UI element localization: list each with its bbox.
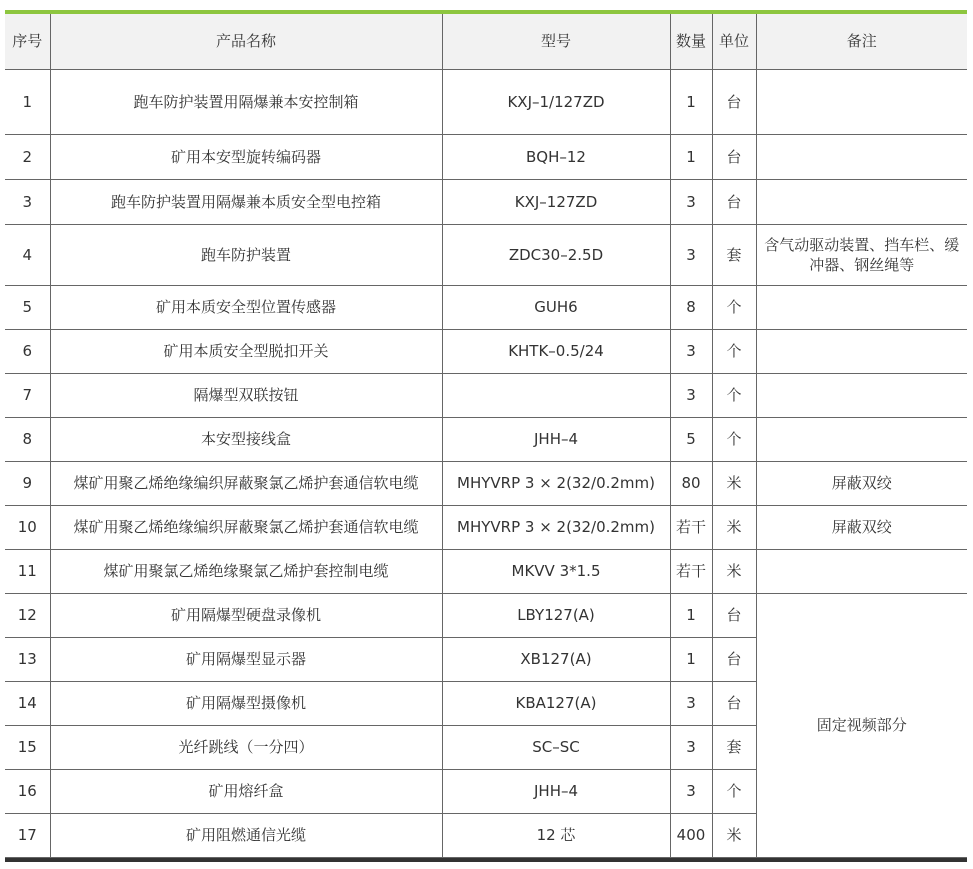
cell-index: 2	[5, 134, 50, 179]
cell-model: MHYVRP 3 × 2(32/0.2mm)	[442, 461, 670, 505]
table-row	[5, 505, 967, 549]
cell-model: ZDC30–2.5D	[442, 224, 670, 285]
cell-unit: 个	[712, 329, 756, 373]
cell-note	[756, 285, 967, 329]
cell-unit: 个	[712, 417, 756, 461]
cell-name: 跑车防护装置用隔爆兼本质安全型电控箱	[50, 179, 442, 224]
cell-model: KXJ–127ZD	[442, 179, 670, 224]
table-row	[5, 593, 967, 637]
cell-unit: 米	[712, 813, 756, 857]
cell-note	[756, 179, 967, 224]
bottom-rule	[5, 858, 967, 862]
cell-index: 8	[5, 417, 50, 461]
cell-index: 14	[5, 681, 50, 725]
cell-name: 隔爆型双联按钮	[50, 373, 442, 417]
header-model: 型号	[442, 14, 670, 69]
spec-table-container	[5, 10, 967, 862]
header-qty: 数量	[670, 14, 712, 69]
cell-unit: 米	[712, 549, 756, 593]
cell-note	[756, 549, 967, 593]
cell-name: 本安型接线盒	[50, 417, 442, 461]
cell-qty: 80	[670, 461, 712, 505]
cell-index: 9	[5, 461, 50, 505]
cell-model: KXJ–1/127ZD	[442, 69, 670, 134]
cell-qty: 1	[670, 593, 712, 637]
cell-unit: 套	[712, 725, 756, 769]
cell-model: 12 芯	[442, 813, 670, 857]
cell-name: 光纤跳线（一分四）	[50, 725, 442, 769]
cell-index: 7	[5, 373, 50, 417]
cell-index: 16	[5, 769, 50, 813]
cell-qty: 3	[670, 224, 712, 285]
cell-model: LBY127(A)	[442, 593, 670, 637]
cell-index: 10	[5, 505, 50, 549]
cell-note: 屏蔽双绞	[756, 505, 967, 549]
cell-unit: 台	[712, 179, 756, 224]
cell-model: JHH–4	[442, 417, 670, 461]
cell-qty: 若干	[670, 505, 712, 549]
cell-index: 15	[5, 725, 50, 769]
table-row	[5, 461, 967, 505]
cell-name: 矿用本质安全型脱扣开关	[50, 329, 442, 373]
cell-note	[756, 329, 967, 373]
header-unit: 单位	[712, 14, 756, 69]
cell-qty: 1	[670, 637, 712, 681]
cell-unit: 米	[712, 461, 756, 505]
cell-unit: 台	[712, 134, 756, 179]
cell-name: 煤矿用聚乙烯绝缘编织屏蔽聚氯乙烯护套通信软电缆	[50, 461, 442, 505]
cell-unit: 台	[712, 681, 756, 725]
cell-qty: 8	[670, 285, 712, 329]
table-row	[5, 373, 967, 417]
cell-unit: 台	[712, 637, 756, 681]
cell-qty: 5	[670, 417, 712, 461]
header-note: 备注	[756, 14, 967, 69]
cell-qty: 3	[670, 725, 712, 769]
cell-index: 5	[5, 285, 50, 329]
cell-model: GUH6	[442, 285, 670, 329]
cell-model	[442, 373, 670, 417]
table-header-row	[5, 14, 967, 69]
cell-note	[756, 134, 967, 179]
cell-name: 矿用本质安全型位置传感器	[50, 285, 442, 329]
cell-model: SC–SC	[442, 725, 670, 769]
cell-name: 矿用熔纤盒	[50, 769, 442, 813]
table-row	[5, 329, 967, 373]
cell-note: 屏蔽双绞	[756, 461, 967, 505]
cell-note-merged: 固定视频部分	[756, 593, 967, 857]
cell-note	[756, 69, 967, 134]
table-row	[5, 179, 967, 224]
cell-name: 矿用隔爆型摄像机	[50, 681, 442, 725]
table-row	[5, 224, 967, 285]
cell-qty: 1	[670, 134, 712, 179]
cell-unit: 个	[712, 285, 756, 329]
table-row	[5, 69, 967, 134]
cell-qty: 3	[670, 179, 712, 224]
cell-qty: 400	[670, 813, 712, 857]
cell-name: 矿用隔爆型显示器	[50, 637, 442, 681]
table-row	[5, 134, 967, 179]
cell-qty: 3	[670, 769, 712, 813]
cell-name: 矿用阻燃通信光缆	[50, 813, 442, 857]
cell-qty: 1	[670, 69, 712, 134]
product-spec-table	[5, 14, 967, 858]
cell-index: 11	[5, 549, 50, 593]
cell-name: 煤矿用聚乙烯绝缘编织屏蔽聚氯乙烯护套通信软电缆	[50, 505, 442, 549]
cell-unit: 套	[712, 224, 756, 285]
cell-qty: 若干	[670, 549, 712, 593]
cell-note: 含气动驱动装置、挡车栏、缓冲器、钢丝绳等	[756, 224, 967, 285]
table-row	[5, 549, 967, 593]
cell-index: 17	[5, 813, 50, 857]
cell-unit: 台	[712, 593, 756, 637]
cell-model: BQH–12	[442, 134, 670, 179]
table-row	[5, 417, 967, 461]
cell-unit: 台	[712, 69, 756, 134]
cell-index: 12	[5, 593, 50, 637]
cell-name: 矿用隔爆型硬盘录像机	[50, 593, 442, 637]
cell-model: JHH–4	[442, 769, 670, 813]
cell-unit: 个	[712, 373, 756, 417]
cell-index: 1	[5, 69, 50, 134]
header-name: 产品名称	[50, 14, 442, 69]
cell-qty: 3	[670, 373, 712, 417]
cell-name: 跑车防护装置	[50, 224, 442, 285]
cell-model: MHYVRP 3 × 2(32/0.2mm)	[442, 505, 670, 549]
cell-model: KBA127(A)	[442, 681, 670, 725]
cell-unit: 米	[712, 505, 756, 549]
cell-model: KHTK–0.5/24	[442, 329, 670, 373]
cell-qty: 3	[670, 681, 712, 725]
cell-name: 跑车防护装置用隔爆兼本安控制箱	[50, 69, 442, 134]
cell-name: 煤矿用聚氯乙烯绝缘聚氯乙烯护套控制电缆	[50, 549, 442, 593]
cell-index: 13	[5, 637, 50, 681]
cell-model: XB127(A)	[442, 637, 670, 681]
cell-unit: 个	[712, 769, 756, 813]
cell-index: 6	[5, 329, 50, 373]
cell-index: 4	[5, 224, 50, 285]
cell-index: 3	[5, 179, 50, 224]
cell-name: 矿用本安型旋转编码器	[50, 134, 442, 179]
header-index: 序号	[5, 14, 50, 69]
cell-qty: 3	[670, 329, 712, 373]
table-row	[5, 285, 967, 329]
cell-note	[756, 373, 967, 417]
cell-model: MKVV 3*1.5	[442, 549, 670, 593]
cell-note	[756, 417, 967, 461]
